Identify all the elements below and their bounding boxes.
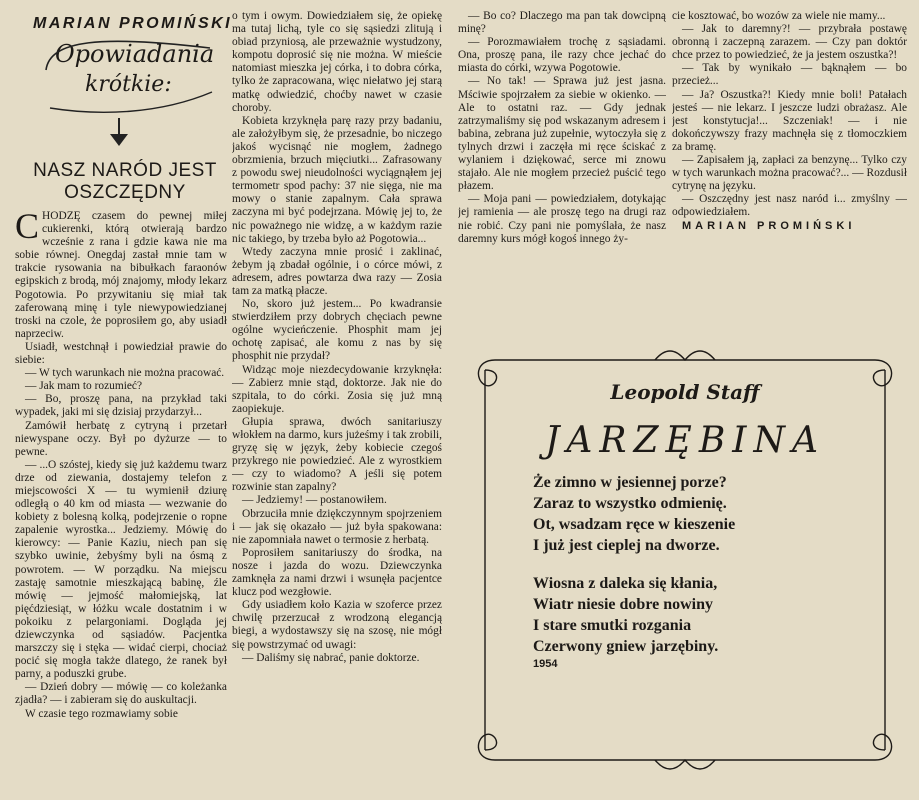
paragraph: — Zapisałem ją, zapłaci za benzynę... Tylko czy w tych warunkach można pracować?... — Rozdusił cytrynę na języku. — [672, 154, 907, 193]
paragraph: cie kosztować, bo wozów za wiele nie mamy... — [672, 10, 886, 22]
paragraph: No, skoro już jestem... Po kwadransie stwierdziłem przy dobrych chęciach pewne ogólne wycieńczenie. Phosphit mam jej ochotę zapisać, ale komu z nas by się phosphit nie przydał? — [232, 298, 442, 363]
paragraph: — W tych warunkach nie można pracować. — [25, 367, 225, 380]
paragraph: — Bo, proszę pana, na przykład taki wypadek, jaki mi się dzisiaj przydarzył... — [15, 393, 227, 419]
author-signature: MARIAN PROMIŃSKI — [682, 219, 856, 232]
drop-cap: C — [15, 210, 40, 246]
paragraph: W czasie tego rozmawiamy sobie — [25, 707, 178, 720]
verse-line: Zaraz to wszystko odmienię. — [533, 495, 727, 512]
verse-line: Że zimno w jesiennej porze? — [533, 474, 727, 491]
paragraph: — Moja pani — powiedziałem, dotykając jej ramienia — ale proszę tego na drugi raz nie robić. Czy pani nie pomyślała, że nasz daremny kurs mógł kogoś innego ży- — [458, 193, 666, 245]
paragraph: — Jedziemy! — postanowiłem. — [242, 494, 387, 507]
column-1 — [15, 210, 227, 798]
series-title-line2: krótkie: — [85, 72, 172, 97]
paragraph: Obrzuciła mnie dziękczynnym spojrzeniem i — jak się okazało — już była spakowana: nie zapomniała nawet o termosie z herbatą. — [232, 507, 442, 546]
verse-line: Wiosna z daleka się kłania, — [533, 575, 718, 592]
paragraph: — Jak to daremny?! — przybrała postawę obronną i zaczepną zarazem. — Czy pan doktór chce przez to powiedzieć, że ja jestem oszustka?! — [672, 23, 907, 62]
paragraph: — Tak by wynikało — bąknąłem — bo przecież... — [672, 62, 907, 88]
column-4 — [672, 10, 907, 370]
paragraph: — Daliśmy się nabrać, panie doktorze. — [242, 651, 420, 664]
story-title-line2: OSZCZĘDNY — [64, 182, 186, 203]
column-3 — [458, 10, 666, 370]
stanza-2 — [533, 573, 735, 657]
poem-title: JARZĘBINA — [544, 420, 825, 461]
poem-box — [465, 340, 905, 780]
verse-line: Ot, wsadzam ręce w kieszenie — [533, 516, 736, 533]
paragraph: Gdy usiadłem koło Kazia w szoferce przez chwilę przerzucał z wrodzoną elegancją biegi, a wydostawszy się na szosę, nie mógł się powstrzymać od uwagi: — [232, 599, 442, 651]
paragraph: Poprosiłem sanitariuszy do środka, na nosze i jazda do wozu. Dziewczynka zamknęła za nami drzwi i wsunęła pacjentce klucz pod wezgłowie. — [232, 546, 442, 599]
paragraph: — Dzień dobry — mówię — co koleżanka zjadła? — i zabieram się do auskultacji. — [15, 681, 227, 707]
paragraph: — Oszczędny jest nasz naród i... zmyślny — odpowiedziałem. — [672, 193, 907, 219]
verse-line: Czerwony gniew jarzębiny. — [533, 638, 719, 655]
paragraph: Widząc moje niezdecydowanie krzyknęła: — Zabierz mnie stąd, doktorze. Jak nie do szpitala, to do córki. Zosia się już mną zaopiekuje. — [232, 363, 442, 415]
author-header: MARIAN PROMIŃSKI — [33, 15, 233, 32]
poem-year: 1954 — [533, 658, 558, 670]
pointer-arrow-icon — [110, 134, 128, 146]
verse-line: I już jest cieplej na dworze. — [533, 537, 720, 554]
verse-line: I stare smutki rozgania — [533, 617, 692, 634]
verse-line: Wiatr niesie dobre nowiny — [533, 596, 714, 613]
column-2 — [232, 10, 442, 798]
paragraph: — Jak mam to rozumieć? — [25, 380, 143, 393]
paragraph: — No tak! — Sprawa już jest jasna. Mściwie spojrzałem za siebie w okienko. — Ale to ostatni raz. — Gdy jednak zatrzymaliśmy się pod wskazanym adresem i babina, zebrana już zupełnie, wytoczyła się z tylnych drzwi i zaczęła mi ręce ściskać z wylaniem i dziękować, serce mi znowu stajało. Ale nie mogłem przecież puścić tego płazem. — [458, 75, 666, 193]
poem-author: Leopold Staff — [610, 380, 760, 404]
poem-stanzas — [533, 472, 735, 674]
paragraph: — Porozmawiałem trochę z sąsiadami. Ona, proszę pana, ile razy chce jechać do miasta do córki, wzywa Pogotowie. — [458, 36, 666, 75]
paragraph: — ...O szóstej, kiedy się już każdemu twarz drze od ziewania, dostajemy telefon z miejscowości X — tu wymienił dziurę odległą o 40 km od miasta — wezwanie do kobiety z bolesną kolką, podejrzenie o ropne zapalenie wyrostka... Jedziemy. Mówię do kierowcy: — Panie Kaziu, niech pan się szybko uwinie, żebyśmy byli na ósmą z powrotem. — W porządku. Na miejscu zastaję samotnie mieszkającą babinę, źle mówię — jejmość małomiejską, lat pięćdziesiąt, w łóżku wcale dostatnim i w pokoiku z pelargoniami. Dogląda jej dziewczynka od sąsiadów. Pacjentka marszczy się i stęka — widać cierpi, chociaż pocić się mogła także dlatego, że ranek był parny, a poduszki grube. — [15, 458, 227, 681]
series-title-flourish — [40, 30, 220, 120]
story-title — [20, 160, 230, 204]
paragraph: Kobieta krzyknęła parę razy przy badaniu, ale założyłbym się, że przesadnie, bo niczego jakoś wycisnąć nie mogłem, żadnego obrzmienia, brzuch mięciutki... Zafrasowany z powodu swej nieudolności wyciągnąłem jej termometr spod pachy: 37 nie sięga, nie ma mowy o stanie zapalnym. Cała sprawa zaczyna mi być podejrzana. Mówię jej to, że nic poważnego nie widzę, a w każdym razie nic takiego, by trzeba było aż Pogotowia... — [232, 114, 442, 245]
paragraph: o tym i owym. Dowiedziałem się, że opiekę ma tutaj lichą, tyle co się sąsiedzi zlitują i obiad przyniosą, ale przeważnie wystudzony, kompotu doprosić się nie można. W mieście natomiast mieszka jej córka, i to dobra córka, tylko że zapracowana, więc niełatwo jej starą matkę odwiedzić, choćby nawet w czasie choroby. — [232, 10, 442, 114]
paragraph: Usiadł, westchnął i powiedział prawie do siebie: — [15, 340, 227, 367]
stanza-1 — [533, 472, 735, 556]
paragraph: Wtedy zaczyna mnie prosić i zaklinać, żebym ją zbadał ogólnie, i o córce mówi, z adresem, adres powtarza dwa razy — Zosia tam za matką płacze. — [232, 245, 442, 297]
paragraph: CHODZĘ czasem do pewnej miłej cukierenki, którą otwierają bardzo wcześnie z rana i gdzie kawa nie ma sobie równej. Onegdaj zastał mnie tam w trakcie rysowania na bibułkach faraonów egipskich z brodą, mój znajomy, młody lekarz Pogotowia. Po przywitaniu się miał tak zaferowaną minę i tyle niewypowiedzianej troski na czole, że poprosiłem go, aby usiadł naprzeciw. — [15, 210, 227, 340]
paragraph: — Ja? Oszustka?! Kiedy mnie boli! Patałach jesteś — nie lekarz. I jeszcze ludzi obrażasz. Ale jest konstytucja!... Szczeniak! — i nie dokończywszy frazy machnęła się z tłomoczkiem za bramę. — [672, 88, 907, 153]
story-title-line1: NASZ NARÓD JEST — [33, 160, 217, 181]
paragraph: Głupia sprawa, dwóch sanitariuszy włokłem na darmo, kurs jużeśmy i tak zrobili, gryzę się w język, żeby kobiecie czegoś przykrego nie powiedzieć. Ale z wyrostkiem — czy to wiadomo? A jeśli się potem rozwinie stan zapalny? — [232, 415, 442, 494]
series-title-line1: Opowiadania — [55, 40, 215, 68]
paragraph: — Bo co? Dlaczego ma pan tak dowcipną minę? — [458, 10, 666, 36]
paragraph: Zamówił herbatę z cytryną i przetarł niewyspane oczy. Był po dyżurze — to pewne. — [15, 419, 227, 458]
